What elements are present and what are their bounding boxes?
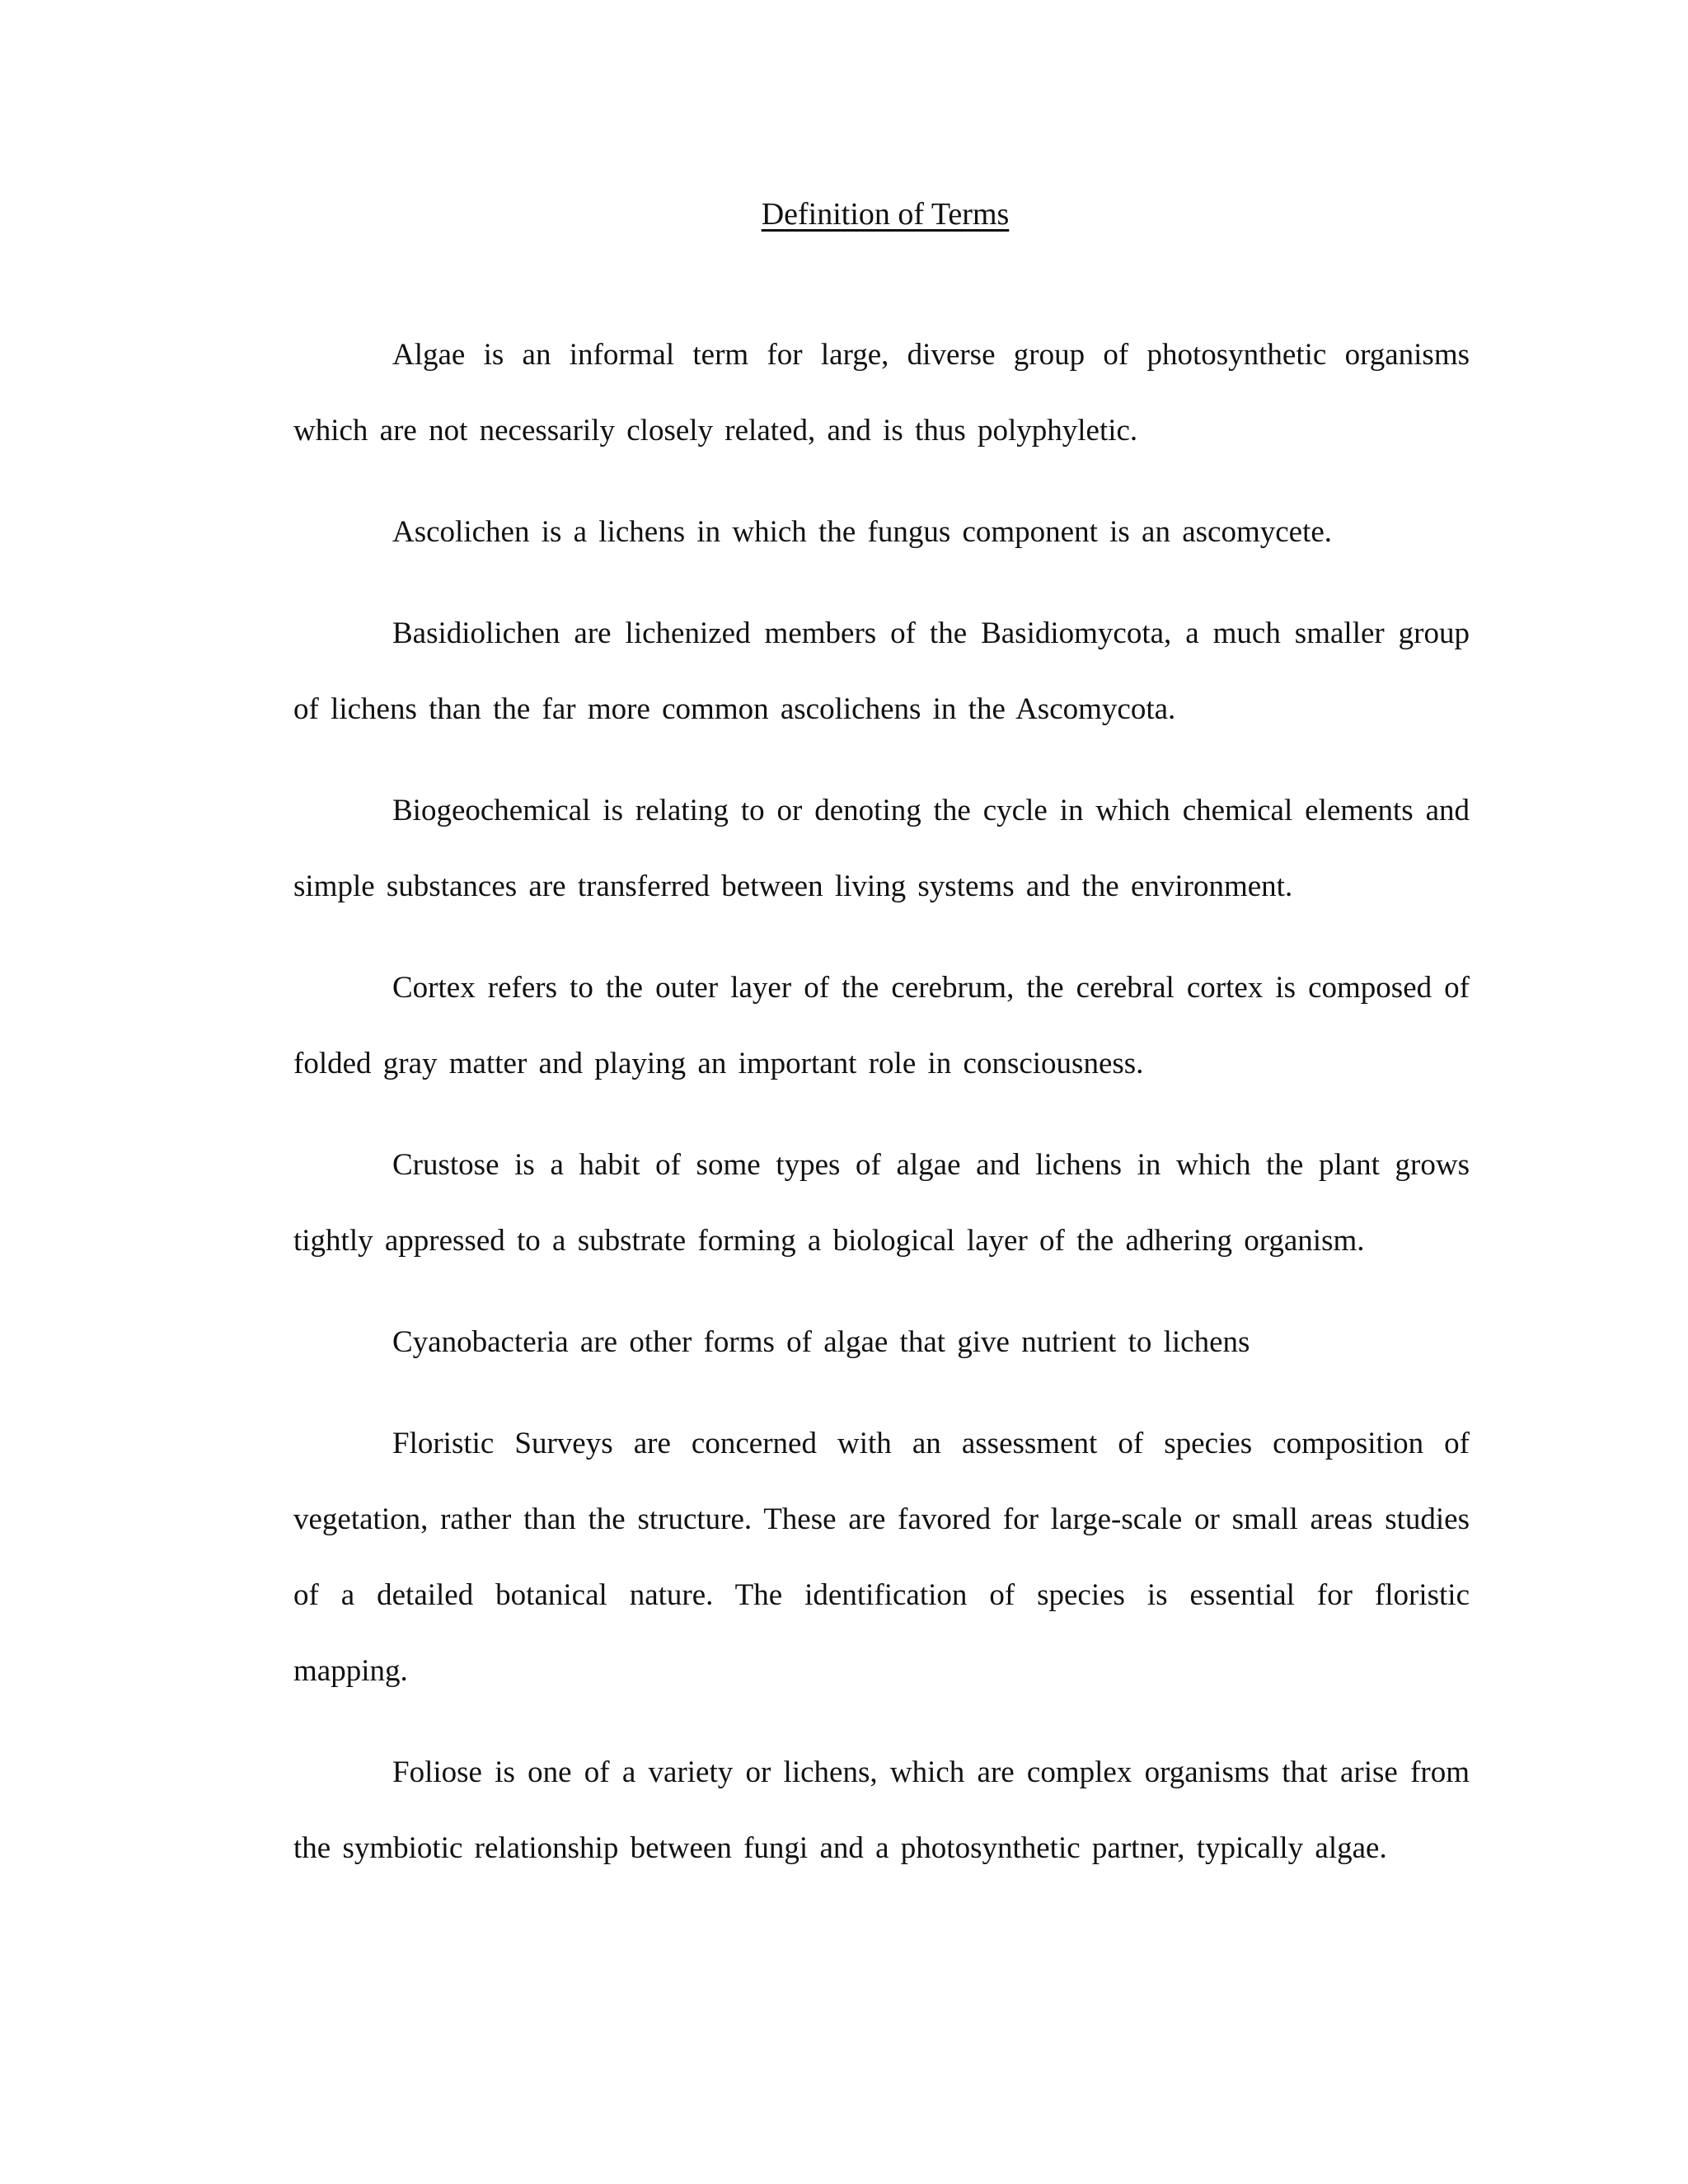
definition-basidiolichen: Basidiolichen are lichenized members of the Basidiomycota, a much smaller group of lichens than the far more common ascolichens in the Ascomycota.	[293, 616, 1470, 726]
definitions-list	[293, 317, 1470, 1912]
definition-cortex: Cortex refers to the outer layer of the cerebrum, the cerebral cortex is composed of folded gray matter and playing an important role in consciousness.	[293, 971, 1470, 1080]
definition-foliose: Foliose is one of a variety or lichens, which are complex organisms that arise from the symbiotic relationship between fungi and a photosynthetic partner, typically algae.	[293, 1755, 1470, 1865]
definition-cyanobacteria: Cyanobacteria are other forms of algae that give nutrient to lichens	[392, 1325, 1250, 1359]
page-title: Definition of Terms	[761, 197, 1010, 232]
definition-algae: Algae is an informal term for large, diverse group of photosynthetic organisms which are not necessarily closely related, and is thus polyphyletic.	[293, 338, 1470, 448]
definition-ascolichen: Ascolichen is a lichens in which the fungus component is an ascomycete.	[392, 515, 1333, 549]
definition-biogeochemical: Biogeochemical is relating to or denoting the cycle in which chemical elements and simple substances are transferred between living systems and the environment.	[293, 794, 1470, 903]
definition-crustose: Crustose is a habit of some types of algae and lichens in which the plant grows tightly appressed to a substrate forming a biological layer of the adhering organism.	[293, 1148, 1470, 1258]
definition-floristic-surveys: Floristic Surveys are concerned with an assessment of species composition of vegetation, rather than the structure. These are favored for large-scale or small areas studies of a detailed botanical nature. The identification of species is essential for floristic mapping.	[293, 1427, 1470, 1688]
